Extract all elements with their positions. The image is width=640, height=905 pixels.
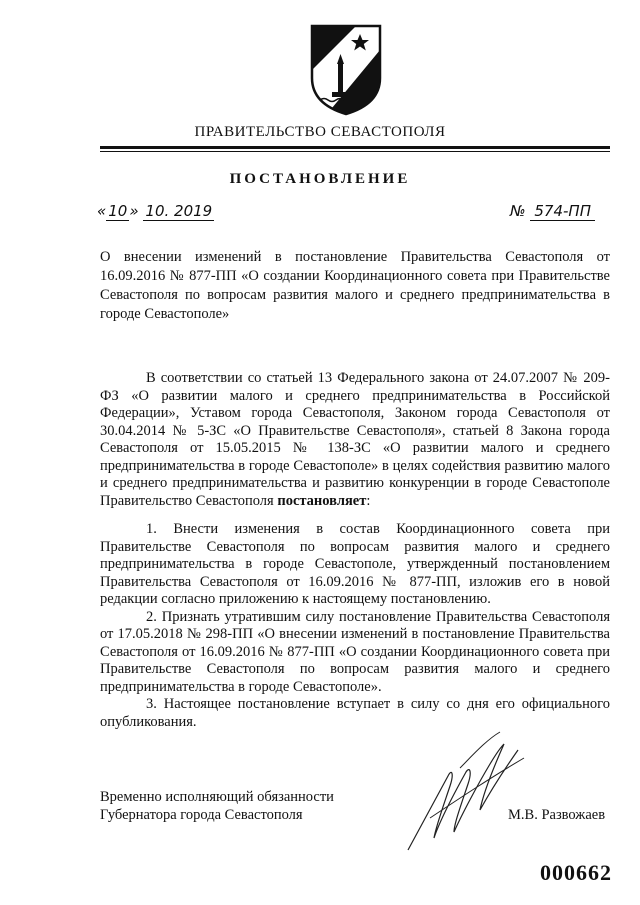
preamble-text: В соответствии со статьей 13 Федерального закона от 24.07.2007 № 209-ФЗ «О развитии малого и среднего предпринимательства в Российской Федерации», Уставом города Севастополя, Законом города Севастополя от 30.04.2014 № 5-ЗС «О Правительстве Севастополя», статьей 8 Закона города Севастополя от 15.05.2015 № 138-ЗС «О развитии малого и среднего предпринимательства в городе Севастополе» в целях содействия развитию малого и среднего предпринимательства и развитию конкуренции в городе Севастополе Правительство Севастополя bbox=[100, 370, 610, 509]
signatory-name: М.В. Развожаев bbox=[508, 807, 606, 823]
date-day: 10 bbox=[108, 202, 128, 220]
government-title: ПРАВИТЕЛЬСТВО СЕВАСТОПОЛЯ bbox=[194, 124, 446, 140]
document-body bbox=[100, 370, 610, 731]
preamble-colon: : bbox=[366, 492, 371, 509]
sevastopol-coat-of-arms-icon bbox=[308, 20, 384, 116]
date-close-quote: » bbox=[129, 202, 139, 220]
document-subject: О внесении изменений в постановление Правительства Севастополя от 16.09.2016 № 877-ПП «О создании Координационного совета при Правительстве Севастополя по вопросам развития малого и среднего предпринимательства в городе Севастополе» bbox=[100, 249, 610, 322]
date-open-quote: « bbox=[97, 202, 107, 220]
handwritten-signature-icon bbox=[400, 728, 530, 858]
item-3: 3. Настоящее постановление вступает в силу со дня его официального опубликования. bbox=[100, 696, 610, 730]
preamble-paragraph bbox=[100, 370, 610, 510]
document-date bbox=[97, 202, 214, 221]
position-line-1: Временно исполняющий обязанности bbox=[100, 789, 334, 805]
signatory-position bbox=[100, 788, 334, 824]
date-month-year: 10. 2019 bbox=[145, 202, 213, 220]
preamble-keyword: постановляет bbox=[277, 492, 367, 509]
number-value: 574-ПП bbox=[530, 202, 595, 221]
item-2: 2. Признать утратившим силу постановление Правительства Севастополя от 17.05.2018 № 298-ПП «О внесении изменений в постановление Правительства Севастополя от 16.09.2016 № 877-ПП «О создании Координационного совета при Правительстве Севастополя по вопросам развития малого и среднего предпринимательства в городе Севастополе». bbox=[100, 608, 610, 695]
item-1: 1. Внести изменения в состав Координационного совета при Правительстве Севастополя по вопросам развития малого и среднего предпринимательства в городе Севастополе, утвержденный постановлением Правительства Севастополя от 16.09.2016 № 877-ПП, изложив его в новой редакции согласно приложению к настоящему постановлению. bbox=[100, 521, 610, 607]
document-number bbox=[510, 202, 595, 221]
header-rule-thick bbox=[100, 146, 610, 149]
number-sign: № bbox=[510, 202, 526, 220]
document-type: ПОСТАНОВЛЕНИЕ bbox=[229, 171, 411, 187]
header-rule-thin bbox=[100, 151, 610, 152]
serial-number: 000662 bbox=[540, 860, 612, 885]
position-line-2: Губернатора города Севастополя bbox=[100, 807, 303, 823]
